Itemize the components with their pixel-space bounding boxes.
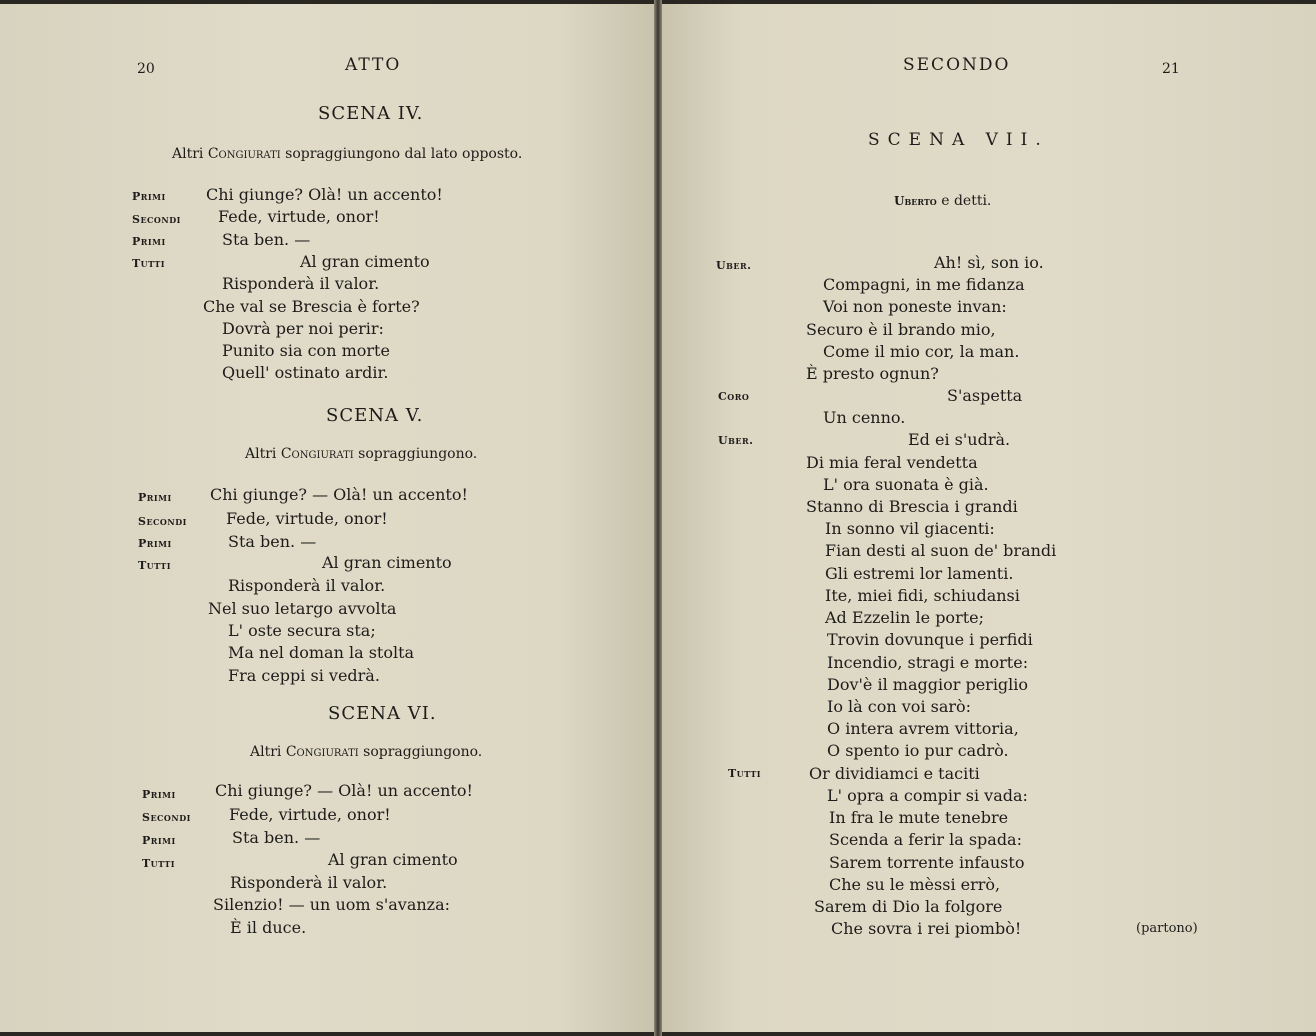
verse-line: Fede, virtude, onor!	[229, 805, 391, 824]
verse-line: Sta ben. —	[228, 532, 317, 551]
verse-line: L' ora suonata è già.	[823, 475, 989, 494]
speaker: Primi	[138, 491, 172, 504]
stage-direction: Uberto e detti.	[894, 193, 992, 209]
verse-line: Sarem torrente infausto	[829, 853, 1025, 872]
scene-title: SCENA V.	[326, 405, 424, 426]
verse-line: Io là con voi sarò:	[827, 697, 972, 716]
verse-line: È il duce.	[230, 918, 307, 937]
verse-line: Nel suo letargo avvolta	[208, 599, 397, 618]
verse-line: In sonno vil giacenti:	[825, 519, 995, 538]
verse-line: Or dividiamci e taciti	[809, 764, 980, 783]
verse-line: Risponderà il valor.	[228, 576, 386, 595]
speaker: Primi	[142, 834, 176, 847]
verse-line: L' oste secura sta;	[228, 621, 376, 640]
speaker: Coro	[718, 390, 750, 403]
speaker: Primi	[132, 235, 166, 248]
verse-line: Ma nel doman la stolta	[228, 643, 415, 662]
speaker: Secondi	[132, 213, 181, 226]
speaker: Secondi	[138, 515, 187, 528]
verse-line: Silenzio! — un uom s'avanza:	[213, 895, 451, 914]
verse-line: L' opra a compir si vada:	[827, 786, 1028, 805]
scene-title: SCENA VII.	[868, 130, 1049, 150]
verse-line: Come il mio cor, la man.	[823, 342, 1020, 361]
speaker: Tutti	[728, 767, 762, 780]
verse-line: Sta ben. —	[232, 828, 321, 847]
speaker: Tutti	[138, 559, 172, 572]
verse-line: S'aspetta	[947, 386, 1023, 405]
scene-title: SCENA VI.	[328, 703, 437, 724]
verse-line: Ed ei s'udrà.	[908, 430, 1011, 449]
book-gutter	[654, 0, 662, 1036]
verse-line: Stanno di Brescia i grandi	[806, 497, 1018, 516]
verse-line: Che su le mèssi errò,	[829, 875, 1001, 894]
verse-line: Quell' ostinato ardir.	[222, 363, 389, 382]
speaker: Tutti	[142, 857, 176, 870]
verse-line: Chi giunge? — Olà! un accento!	[215, 781, 473, 800]
right-page	[662, 4, 1316, 1032]
verse-line: Un cenno.	[823, 408, 906, 427]
speaker: Secondi	[142, 811, 191, 824]
verse-line: Voi non poneste invan:	[823, 297, 1007, 316]
verse-line: Sta ben. —	[222, 230, 311, 249]
verse-line: Risponderà il valor.	[222, 274, 380, 293]
verse-line: Ite, miei fidi, schiudansi	[825, 586, 1020, 605]
verse-line: È presto ognun?	[806, 364, 939, 383]
verse-line: Fra ceppi si vedrà.	[228, 666, 380, 685]
speaker: Primi	[138, 537, 172, 550]
verse-line: Compagni, in me fidanza	[823, 275, 1025, 294]
verse-line: Risponderà il valor.	[230, 873, 388, 892]
verse-line: Sarem di Dio la folgore	[814, 897, 1003, 916]
left-page	[0, 4, 654, 1032]
page-number: 20	[137, 61, 155, 77]
verse-line: Fede, virtude, onor!	[226, 509, 388, 528]
verse-line: Al gran cimento	[328, 850, 458, 869]
verse-line: In fra le mute tenebre	[829, 808, 1009, 827]
speaker: Tutti	[132, 257, 166, 270]
verse-line: Al gran cimento	[322, 553, 452, 572]
verse-line: Chi giunge? Olà! un accento!	[206, 185, 443, 204]
speaker: Uber.	[716, 259, 752, 272]
verse-line: Trovin dovunque i perfidi	[827, 630, 1033, 649]
stage-direction: Altri Congiurati sopraggiungono.	[245, 446, 478, 462]
verse-line: O intera avrem vittoria,	[827, 719, 1019, 738]
verse-line: Fede, virtude, onor!	[218, 207, 380, 226]
verse-line: Ad Ezzelin le porte;	[825, 608, 984, 627]
verse-line: O spento io pur cadrò.	[827, 741, 1009, 760]
running-head: SECONDO	[903, 55, 1011, 75]
page-number: 21	[1162, 61, 1180, 77]
verse-line: Di mia feral vendetta	[806, 453, 978, 472]
verse-line: Incendio, stragi e morte:	[827, 653, 1029, 672]
stage-direction: Altri Congiurati sopraggiungono.	[250, 744, 483, 760]
scene-title: SCENA IV.	[318, 103, 424, 124]
verse-line: Che sovra i rei piombò!	[831, 919, 1022, 938]
stage-direction: Altri Congiurati sopraggiungono dal lato opposto.	[172, 146, 523, 162]
verse-line: Ah! sì, son io.	[934, 253, 1044, 272]
verse-line: Al gran cimento	[300, 252, 430, 271]
speaker: Primi	[132, 190, 166, 203]
verse-line: Dov'è il maggior periglio	[827, 675, 1029, 694]
speaker: Uber.	[718, 434, 754, 447]
verse-line: Securo è il brando mio,	[806, 320, 996, 339]
verse-line: Dovrà per noi perir:	[222, 319, 384, 338]
verse-line: Che val se Brescia è forte?	[203, 297, 420, 316]
verse-line: Gli estremi lor lamenti.	[825, 564, 1014, 583]
verse-line: Scenda a ferir la spada:	[829, 830, 1022, 849]
verse-line: Punito sia con morte	[222, 341, 390, 360]
exit-direction: (partono)	[1136, 921, 1198, 936]
running-head: ATTO	[345, 55, 402, 75]
verse-line: Chi giunge? — Olà! un accento!	[210, 485, 468, 504]
verse-line: Fian desti al suon de' brandi	[825, 541, 1057, 560]
speaker: Primi	[142, 788, 176, 801]
